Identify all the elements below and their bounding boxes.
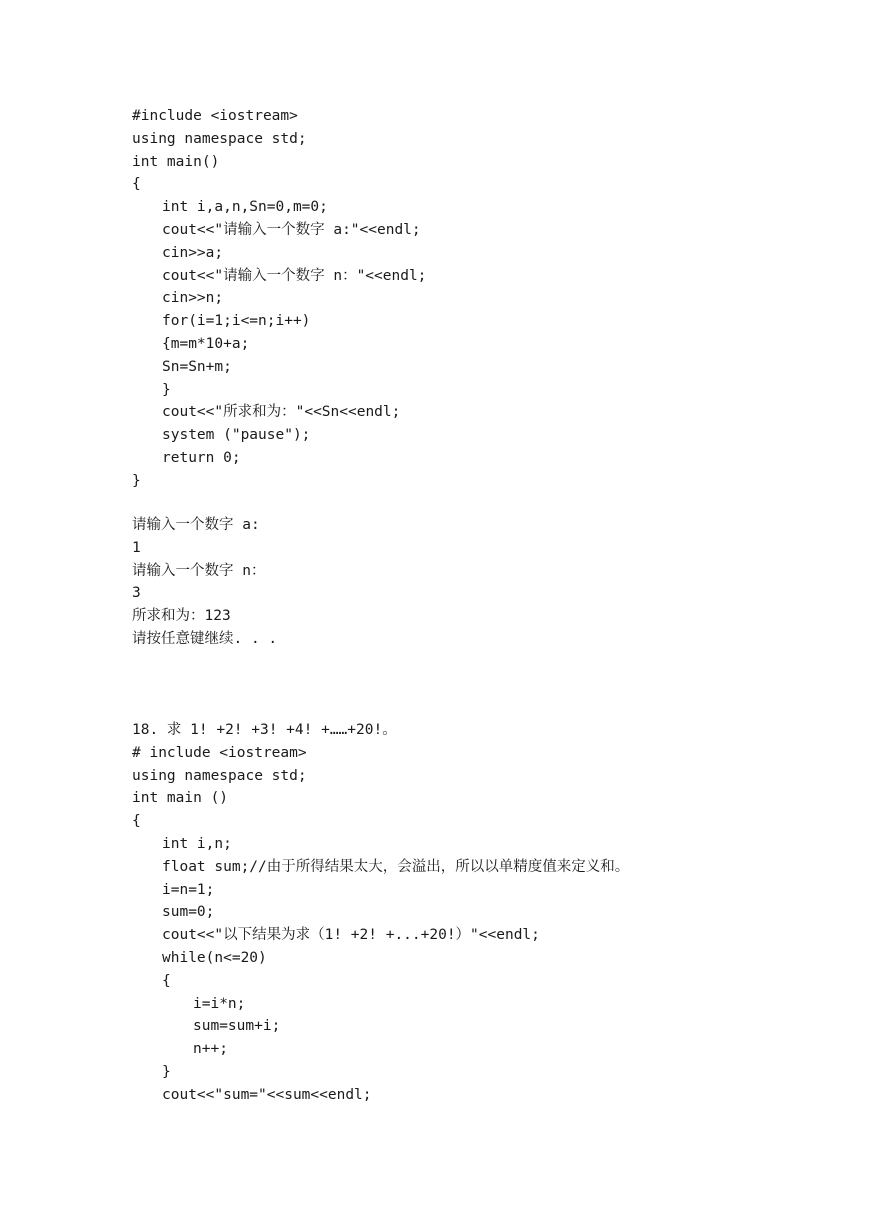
code-line: # include <iostream> bbox=[132, 744, 307, 761]
code-line: while(n<=20) bbox=[162, 949, 267, 966]
output-line: 1 bbox=[132, 539, 141, 556]
code-line: cin>>n; bbox=[162, 290, 224, 307]
code-block-factorial-sum bbox=[132, 719, 629, 1107]
code-line: { bbox=[132, 813, 141, 830]
code-line: cout<<"请输入一个数字 a:"<<endl; bbox=[162, 221, 421, 238]
code-line: cout<<"所求和为："<<Sn<<endl; bbox=[162, 404, 401, 421]
output-line: 请输入一个数字 a: bbox=[132, 517, 260, 533]
code-line: Sn=Sn+m; bbox=[162, 358, 232, 375]
code-line: sum=0; bbox=[162, 904, 215, 921]
output-line: 请按任意键继续. . . bbox=[132, 630, 278, 647]
output-line: 3 bbox=[132, 585, 141, 602]
code-line: n++; bbox=[193, 1041, 228, 1058]
code-line: using namespace std; bbox=[132, 767, 307, 784]
code-line: return 0; bbox=[162, 449, 241, 466]
code-line: } bbox=[162, 1063, 171, 1080]
code-line: } bbox=[162, 381, 171, 398]
code-line: system ("pause"); bbox=[162, 427, 311, 444]
output-line: 请输入一个数字 n： bbox=[132, 562, 266, 579]
code-block-sum-series bbox=[132, 105, 426, 493]
code-line: #include <iostream> bbox=[132, 108, 298, 124]
code-line: { bbox=[162, 972, 171, 989]
code-line: using namespace std; bbox=[132, 130, 307, 147]
code-line: cout<<"以下结果为求（1! +2! +...+20!）"<<endl; bbox=[162, 927, 540, 944]
code-line: int i,a,n,Sn=0,m=0; bbox=[162, 199, 328, 216]
code-line: for(i=1;i<=n;i++) bbox=[162, 313, 311, 330]
console-output-block bbox=[132, 514, 277, 651]
code-line: {m=m*10+a; bbox=[162, 335, 250, 352]
code-line: i=i*n; bbox=[193, 995, 246, 1012]
code-line: int i,n; bbox=[162, 835, 232, 852]
code-line: float sum;//由于所得结果太大，会溢出，所以以单精度值来定义和。 bbox=[162, 858, 630, 875]
code-line: cin>>a; bbox=[162, 244, 224, 261]
code-line: int main () bbox=[132, 790, 229, 807]
code-line: i=n=1; bbox=[162, 881, 215, 898]
output-line: 所求和为：123 bbox=[132, 608, 231, 625]
code-line: cout<<"请输入一个数字 n："<<endl; bbox=[162, 267, 427, 284]
code-line: sum=sum+i; bbox=[193, 1018, 281, 1035]
problem-title: 18. 求 1! +2! +3! +4! +……+20!。 bbox=[132, 722, 397, 738]
code-line: int main() bbox=[132, 153, 220, 170]
code-line: } bbox=[132, 472, 141, 489]
code-line: { bbox=[132, 176, 141, 193]
code-line: cout<<"sum="<<sum<<endl; bbox=[162, 1086, 372, 1103]
